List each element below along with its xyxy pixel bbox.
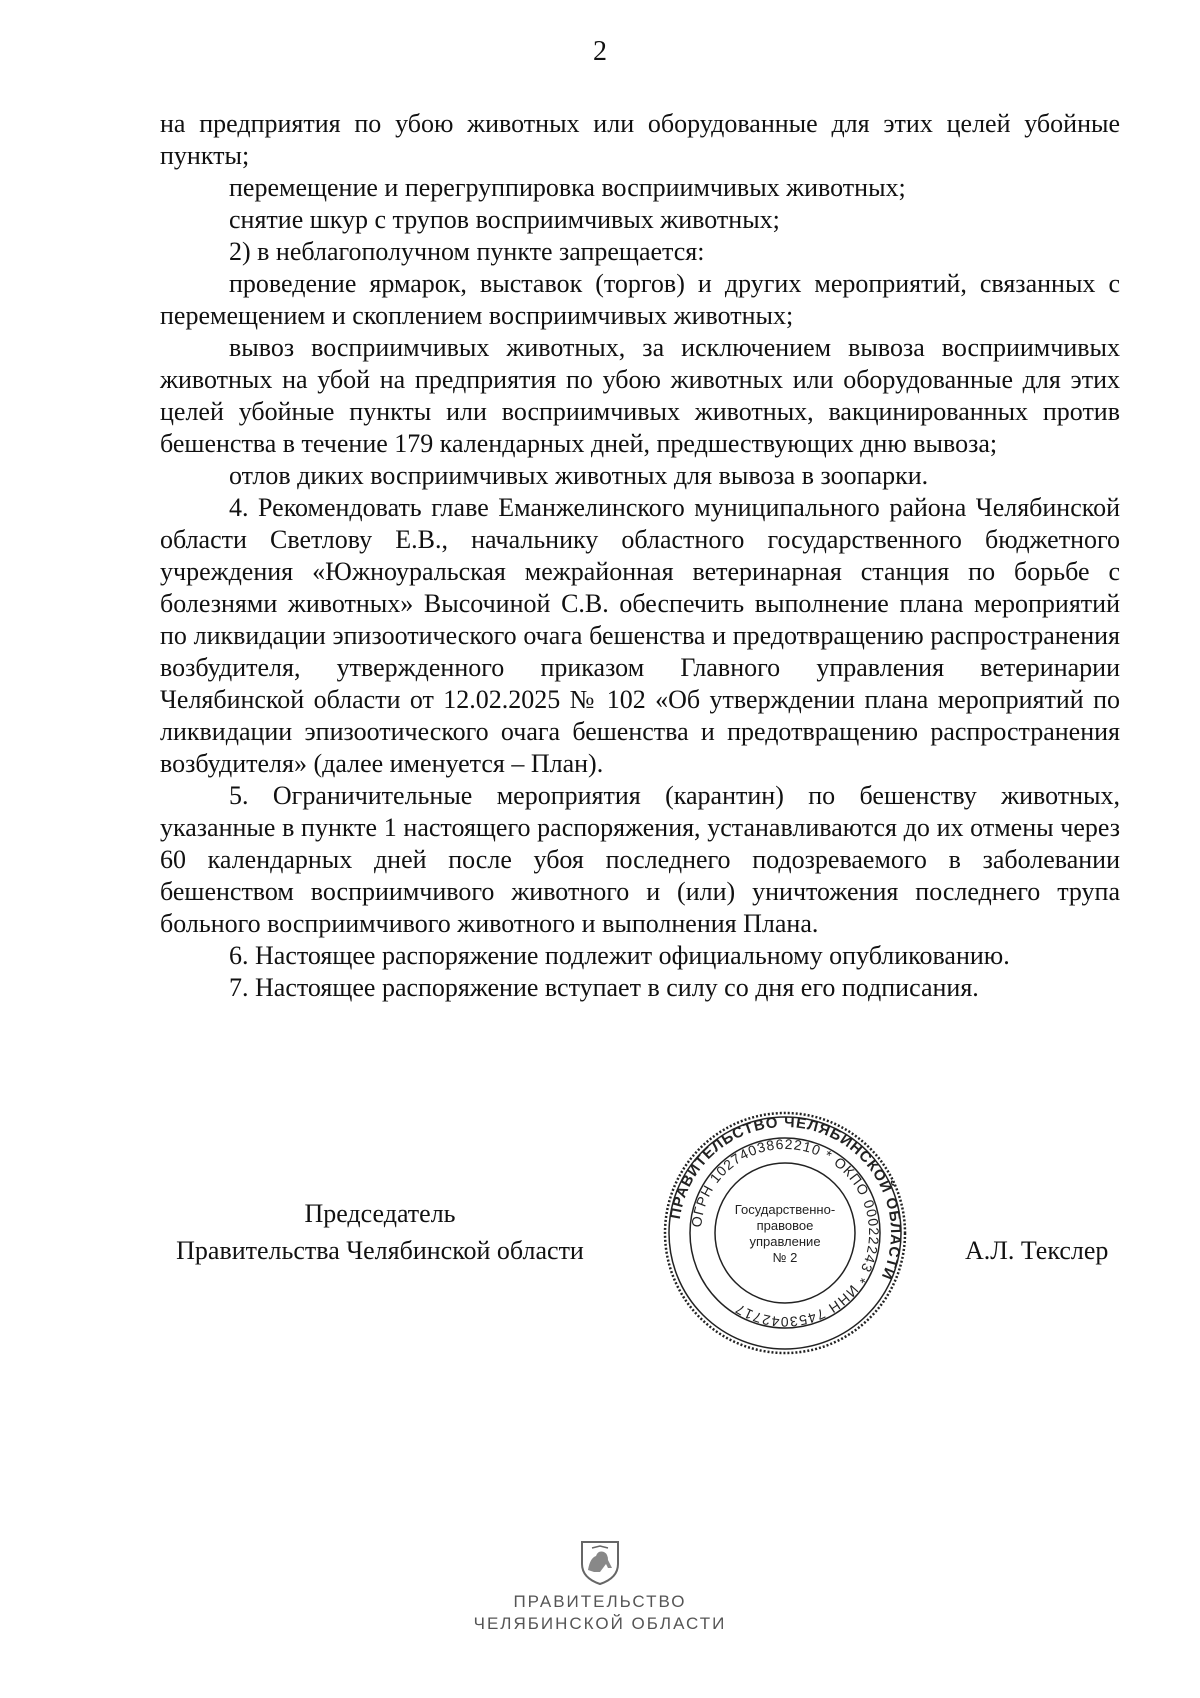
paragraph: 5. Ограничительные мероприятия (карантин) по бешенству животных, указанные в пункте 1 настоящего распоряжения, устанавливаются до их отмены через 60 календарных дней после убоя последнего подозреваемого в заболевании бешенством восприимчивого животного и (или) уничтожения последнего трупа больного восприимчивого животного и выполнения Плана. [160,781,1120,938]
seal-center-line4: № 2 [772,1250,798,1265]
signatory-title-line2: Правительства Челябинской области [176,1236,584,1265]
seal-center-line2: правовое [756,1218,814,1233]
footer-logo [0,1538,1200,1635]
signatory-title-line1: Председатель [304,1199,456,1228]
coat-of-arms-icon [578,1538,622,1586]
page-number: 2 [593,36,607,67]
paragraph: 2) в неблагополучном пункте запрещается: [229,237,705,266]
document-body [160,108,1120,1004]
paragraph: вывоз восприимчивых животных, за исключением вывоза восприимчивых животных на убой на предприятия по убою животных или оборудованные для этих целей убойные пункты или восприимчивых животных, вакцинированных против бешенства в течение 179 календарных дней, предшествующих дню вывоза; [160,333,1120,458]
official-seal [662,1110,908,1356]
paragraph: снятие шкур с трупов восприимчивых животных; [229,205,780,234]
paragraph: проведение ярмарок, выставок (торгов) и других мероприятий, связанных с перемещением и скоплением восприимчивых животных; [160,269,1120,330]
seal-outer-text: ПРАВИТЕЛЬСТВО ЧЕЛЯБИНСКОЙ ОБЛАСТИ [666,1113,905,1283]
seal-ring-text: ОГРН 1027403862210 * ОКПО 00022243 * ИНН 7453042717 [688,1135,883,1331]
footer-line1: ПРАВИТЕЛЬСТВО [513,1592,687,1611]
seal-center-line3: управление [749,1234,821,1249]
paragraph: 6. Настоящее распоряжение подлежит официальному опубликованию. [229,941,1010,970]
signatory-name: А.Л. Текслер [965,1236,1109,1265]
seal-center-line1: Государственно- [734,1202,836,1217]
paragraph: на предприятия по убою животных или оборудованные для этих целей убойные пункты; [160,109,1120,170]
paragraph: 7. Настоящее распоряжение вступает в силу со дня его подписания. [229,973,979,1002]
signatory-title [150,1195,610,1269]
footer-line2: ЧЕЛЯБИНСКОЙ ОБЛАСТИ [473,1614,727,1633]
paragraph: перемещение и перегруппировка восприимчивых животных; [229,173,906,202]
paragraph: 4. Рекомендовать главе Еманжелинского муниципального района Челябинской области Светлову Е.В., начальнику областного государственного бюджетного учреждения «Южноуральская межрайонная ветеринарная станция по борьбе с болезнями животных» Высочиной С.В. обеспечить выполнение плана мероприятий по ликвидации эпизоотического очага бешенства и предотвращению распространения возбудителя, утвержденного приказом Главного управления ветеринарии Челябинской области от 12.02.2025 № 102 «Об утверждении плана мероприятий по ликвидации эпизоотического очага бешенства и предотвращению распространения возбудителя» (далее именуется – План). [160,493,1120,778]
paragraph: отлов диких восприимчивых животных для вывоза в зоопарки. [229,461,929,490]
